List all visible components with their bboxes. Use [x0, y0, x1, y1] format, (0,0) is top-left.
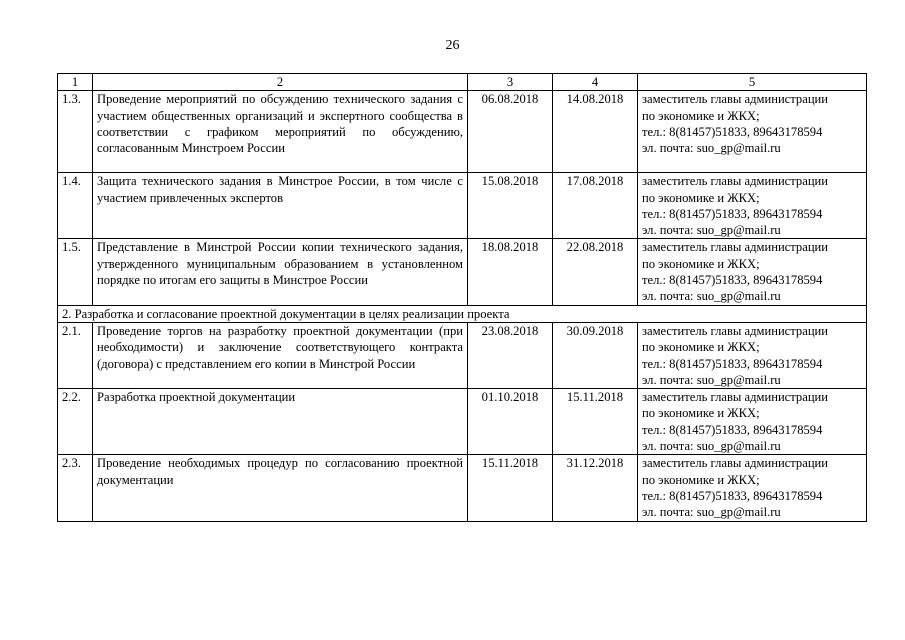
contact-phone: тел.: 8(81457)51833, 89643178594	[642, 273, 823, 288]
row-description: Проведение торгов на разработку проектной документации (при необходимости) и заключение соответствующего контракта (договора) с представлением его копии в Минстрой России	[93, 322, 468, 388]
row-description: Проведение необходимых процедур по согласованию проектной документации	[93, 455, 468, 521]
row-end-date: 17.08.2018	[553, 173, 638, 239]
contact-position: заместитель главы администрации	[642, 240, 829, 255]
row-description: Проведение мероприятий по обсуждению технического задания с участием общественных организаций и экспертного сообщества в соответствии с графиком мероприятий по обсуждению, согласованным Минстроем России	[93, 91, 468, 173]
contact-position: заместитель главы администрации	[642, 323, 829, 338]
row-number: 1.3.	[58, 91, 93, 173]
contact-email: эл. почта: suo_gp@mail.ru	[642, 439, 781, 454]
table-header-row	[58, 74, 867, 91]
contact-email: эл. почта: suo_gp@mail.ru	[642, 372, 781, 387]
row-end-date: 30.09.2018	[553, 322, 638, 388]
row-number: 2.1.	[58, 322, 93, 388]
contact-position: заместитель главы администрации	[642, 92, 829, 107]
contact-phone: тел.: 8(81457)51833, 89643178594	[642, 356, 823, 371]
contact-email: эл. почта: suo_gp@mail.ru	[642, 223, 781, 238]
contact-department: по экономике и ЖКХ;	[642, 406, 760, 421]
column-header-2: 2	[93, 74, 468, 91]
table-row	[58, 239, 867, 305]
table-row	[58, 389, 867, 455]
contact-phone: тел.: 8(81457)51833, 89643178594	[642, 488, 823, 503]
row-start-date: 06.08.2018	[468, 91, 553, 173]
column-header-5: 5	[638, 74, 867, 91]
table-row	[58, 455, 867, 521]
row-responsible	[638, 322, 867, 388]
row-start-date: 15.11.2018	[468, 455, 553, 521]
contact-phone: тел.: 8(81457)51833, 89643178594	[642, 206, 823, 221]
contact-department: по экономике и ЖКХ;	[642, 472, 760, 487]
contact-position: заместитель главы администрации	[642, 456, 829, 471]
contact-email: эл. почта: suo_gp@mail.ru	[642, 505, 781, 520]
row-description: Разработка проектной документации	[93, 389, 468, 455]
row-start-date: 01.10.2018	[468, 389, 553, 455]
row-responsible	[638, 239, 867, 305]
contact-phone: тел.: 8(81457)51833, 89643178594	[642, 124, 823, 139]
row-start-date: 23.08.2018	[468, 322, 553, 388]
row-end-date: 22.08.2018	[553, 239, 638, 305]
row-responsible	[638, 389, 867, 455]
contact-department: по экономике и ЖКХ;	[642, 256, 760, 271]
column-header-3: 3	[468, 74, 553, 91]
row-responsible	[638, 455, 867, 521]
row-end-date: 15.11.2018	[553, 389, 638, 455]
page-number: 26	[445, 38, 460, 53]
row-start-date: 18.08.2018	[468, 239, 553, 305]
row-description: Представление в Минстрой России копии технического задания, утвержденного муниципальным образованием в установленном порядке по итогам его защиты в Минстрое России	[93, 239, 468, 305]
table-row	[58, 322, 867, 388]
row-number: 1.4.	[58, 173, 93, 239]
row-description: Защита технического задания в Минстрое России, в том числе с участием привлеченных экспертов	[93, 173, 468, 239]
column-header-1: 1	[58, 74, 93, 91]
table-row	[58, 91, 867, 173]
table-row	[58, 173, 867, 239]
contact-position: заместитель главы администрации	[642, 390, 829, 405]
contact-email: эл. почта: suo_gp@mail.ru	[642, 141, 781, 156]
row-number: 2.3.	[58, 455, 93, 521]
contact-position: заместитель главы администрации	[642, 174, 829, 189]
section-title: 2. Разработка и согласование проектной документации в целях реализации проекта	[58, 305, 867, 322]
row-number: 2.2.	[58, 389, 93, 455]
contact-department: по экономике и ЖКХ;	[642, 108, 760, 123]
contact-department: по экономике и ЖКХ;	[642, 340, 760, 355]
row-end-date: 14.08.2018	[553, 91, 638, 173]
row-responsible	[638, 173, 867, 239]
row-number: 1.5.	[58, 239, 93, 305]
contact-phone: тел.: 8(81457)51833, 89643178594	[642, 422, 823, 437]
section-row	[58, 305, 867, 322]
project-plan-table	[57, 73, 867, 522]
row-end-date: 31.12.2018	[553, 455, 638, 521]
row-start-date: 15.08.2018	[468, 173, 553, 239]
column-header-4: 4	[553, 74, 638, 91]
contact-email: эл. почта: suo_gp@mail.ru	[642, 289, 781, 304]
row-responsible	[638, 91, 867, 173]
contact-department: по экономике и ЖКХ;	[642, 190, 760, 205]
